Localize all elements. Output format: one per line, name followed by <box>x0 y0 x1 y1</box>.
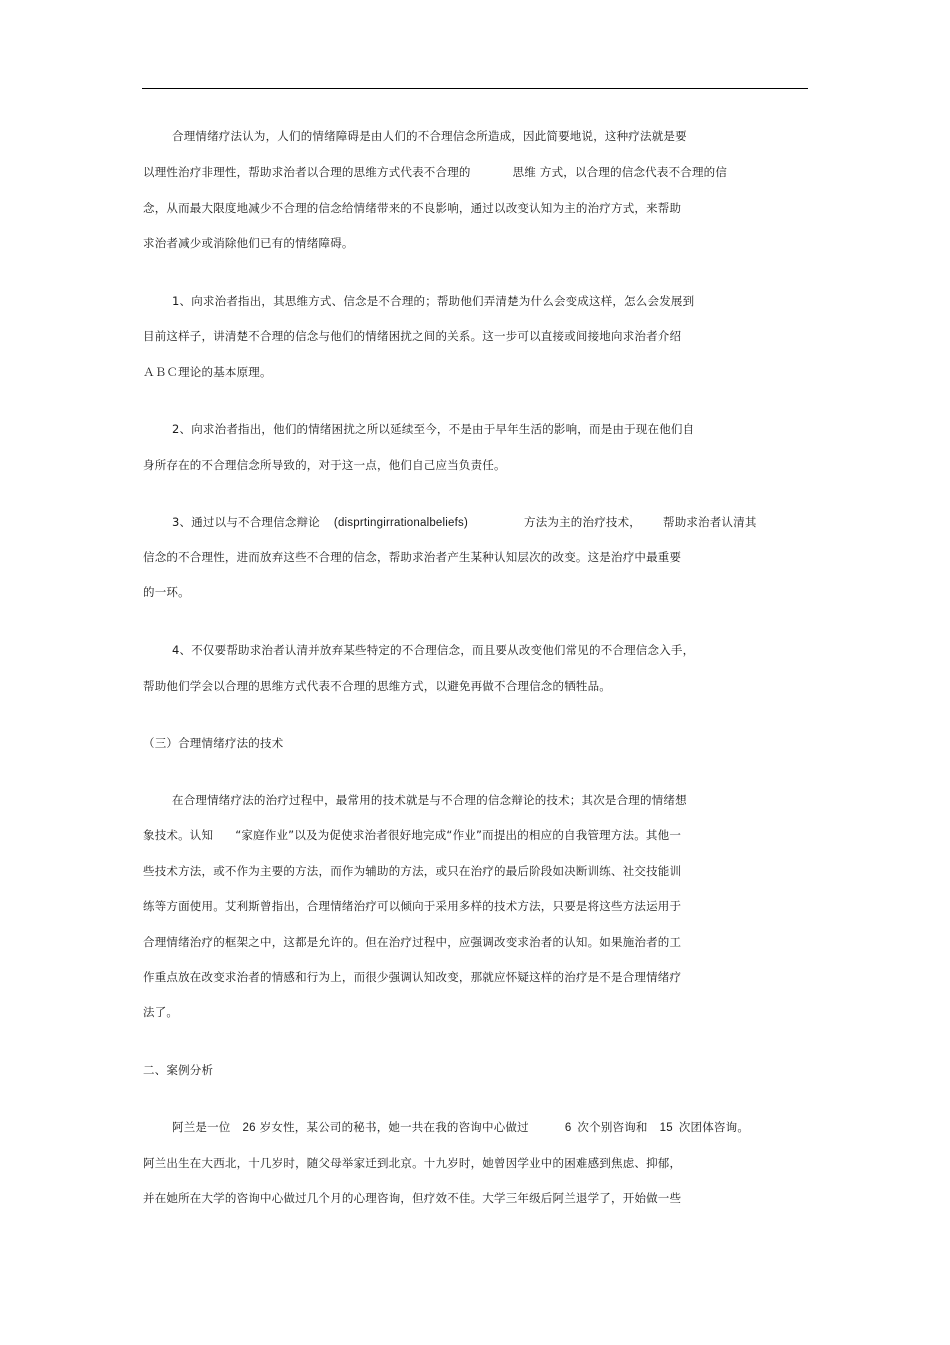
list-item-line: 帮助他们学会以合理的思维方式代表不合理的思维方式，以避免再做不合理信念的牺牲品。 <box>143 679 611 693</box>
number: 15 <box>659 1122 673 1134</box>
list-item-line: 身所存在的不合理信念所导致的，对于这一点，他们自己应当负责任。 <box>143 458 506 472</box>
paragraph-line: 在合理情绪疗法的治疗过程中，最常用的技术就是与不合理的信念辩论的技术；其次是合理的情绪想 <box>172 793 687 807</box>
list-item-line: ＡＢＣ理论的基本原理。 <box>143 365 272 379</box>
text-run: 次个别咨询和 <box>577 1120 648 1134</box>
paragraph-line: 法了。 <box>143 1005 179 1019</box>
text-run: 以理性治疗非理性，帮助求治者以合理的思维方式代表不合理的 <box>143 165 471 179</box>
list-item-line: 目前这样子，讲清楚不合理的信念与他们的情绪困扰之间的关系。这一步可以直接或间接地向求治者介绍 <box>143 329 682 343</box>
number: 6 <box>564 1122 572 1134</box>
paragraph-line <box>172 1119 749 1136</box>
paragraph-line: 些技术方法，或不作为主要的方法，而作为辅助的方法，或只在治疗的最后阶段如决断训练、社交技能训 <box>143 864 682 878</box>
paragraph-line: 阿兰出生在大西北，十几岁时，随父母举家迁到北京。十九岁时，她曾因学业中的困难感到焦虑、抑郁， <box>143 1156 682 1170</box>
list-item-line <box>172 514 757 531</box>
paragraph-line: 并在她所在大学的咨询中心做过几个月的心理咨询，但疗效不佳。大学三年级后阿兰退学了，开始做一些 <box>143 1191 682 1205</box>
list-item-line: 1、向求治者指出，其思维方式、信念是不合理的；帮助他们弄清楚为什么会变成这样，怎么会发展到 <box>172 294 695 308</box>
paragraph-line <box>143 164 727 180</box>
section-heading: （三）合理情绪疗法的技术 <box>143 736 284 750</box>
term-english: (disprtingirrationalbeliefs) <box>333 517 468 529</box>
text-run: 思维 方式，以合理的信念代表不合理的信 <box>512 165 728 179</box>
number: 26 <box>242 1122 256 1134</box>
paragraph-line: 合理情绪疗法认为，人们的情绪障碍是由人们的不合理信念所造成，因此简要地说，这种疗法就是要 <box>172 129 687 143</box>
paragraph-line: 合理情绪治疗的框架之中，这都是允许的。但在治疗过程中，应强调改变求治者的认知。如果施治者的工 <box>143 935 682 949</box>
paragraph-line: 作重点放在改变求治者的情感和行为上，而很少强调认知改变，那就应怀疑这样的治疗是不是合理情绪疗 <box>143 970 682 984</box>
text-run: 方法为主的治疗技术， <box>524 515 641 529</box>
paragraph-line <box>143 827 681 843</box>
text-run: 岁女性，某公司的秘书，她一共在我的咨询中心做过 <box>259 1120 529 1134</box>
paragraph-line: 念，从而最大限度地减少不合理的信念给情绪带来的不良影响，通过以改变认知为主的治疗方式，来帮助 <box>143 201 682 215</box>
text-run: 阿兰是一位 <box>172 1120 231 1134</box>
list-item-line: 信念的不合理性，进而放弃这些不合理的信念，帮助求治者产生某种认知层次的改变。这是治疗中最重要 <box>143 550 682 564</box>
list-item-line: 4、不仅要帮助求治者认清并放弃某些特定的不合理信念，而且要从改变他们常见的不合理信念入手， <box>172 643 695 657</box>
text-run: 帮助求治者认清其 <box>663 515 757 529</box>
text-run: 象技术。认知 <box>143 828 214 842</box>
section-heading: 二、案例分析 <box>143 1063 214 1077</box>
text-run: “家庭作业”以及为促使求治者很好地完成“作业”而提出的相应的自我管理方法。其他一 <box>235 828 682 842</box>
text-run: 3、通过以与不合理信念辩论 <box>172 515 320 529</box>
list-item-line: 2、向求治者指出，他们的情绪困扰之所以延续至今，不是由于早年生活的影响，而是由于现在他们自 <box>172 422 695 436</box>
text-run: 次团体咨询。 <box>678 1120 750 1134</box>
list-item-line: 的一环。 <box>143 585 190 599</box>
header-rule <box>142 88 808 89</box>
paragraph-line: 求治者减少或消除他们已有的情绪障碍。 <box>143 236 354 250</box>
paragraph-line: 练等方面使用。艾利斯曾指出，合理情绪治疗可以倾向于采用多样的技术方法，只要是将这些方法运用于 <box>143 899 682 913</box>
